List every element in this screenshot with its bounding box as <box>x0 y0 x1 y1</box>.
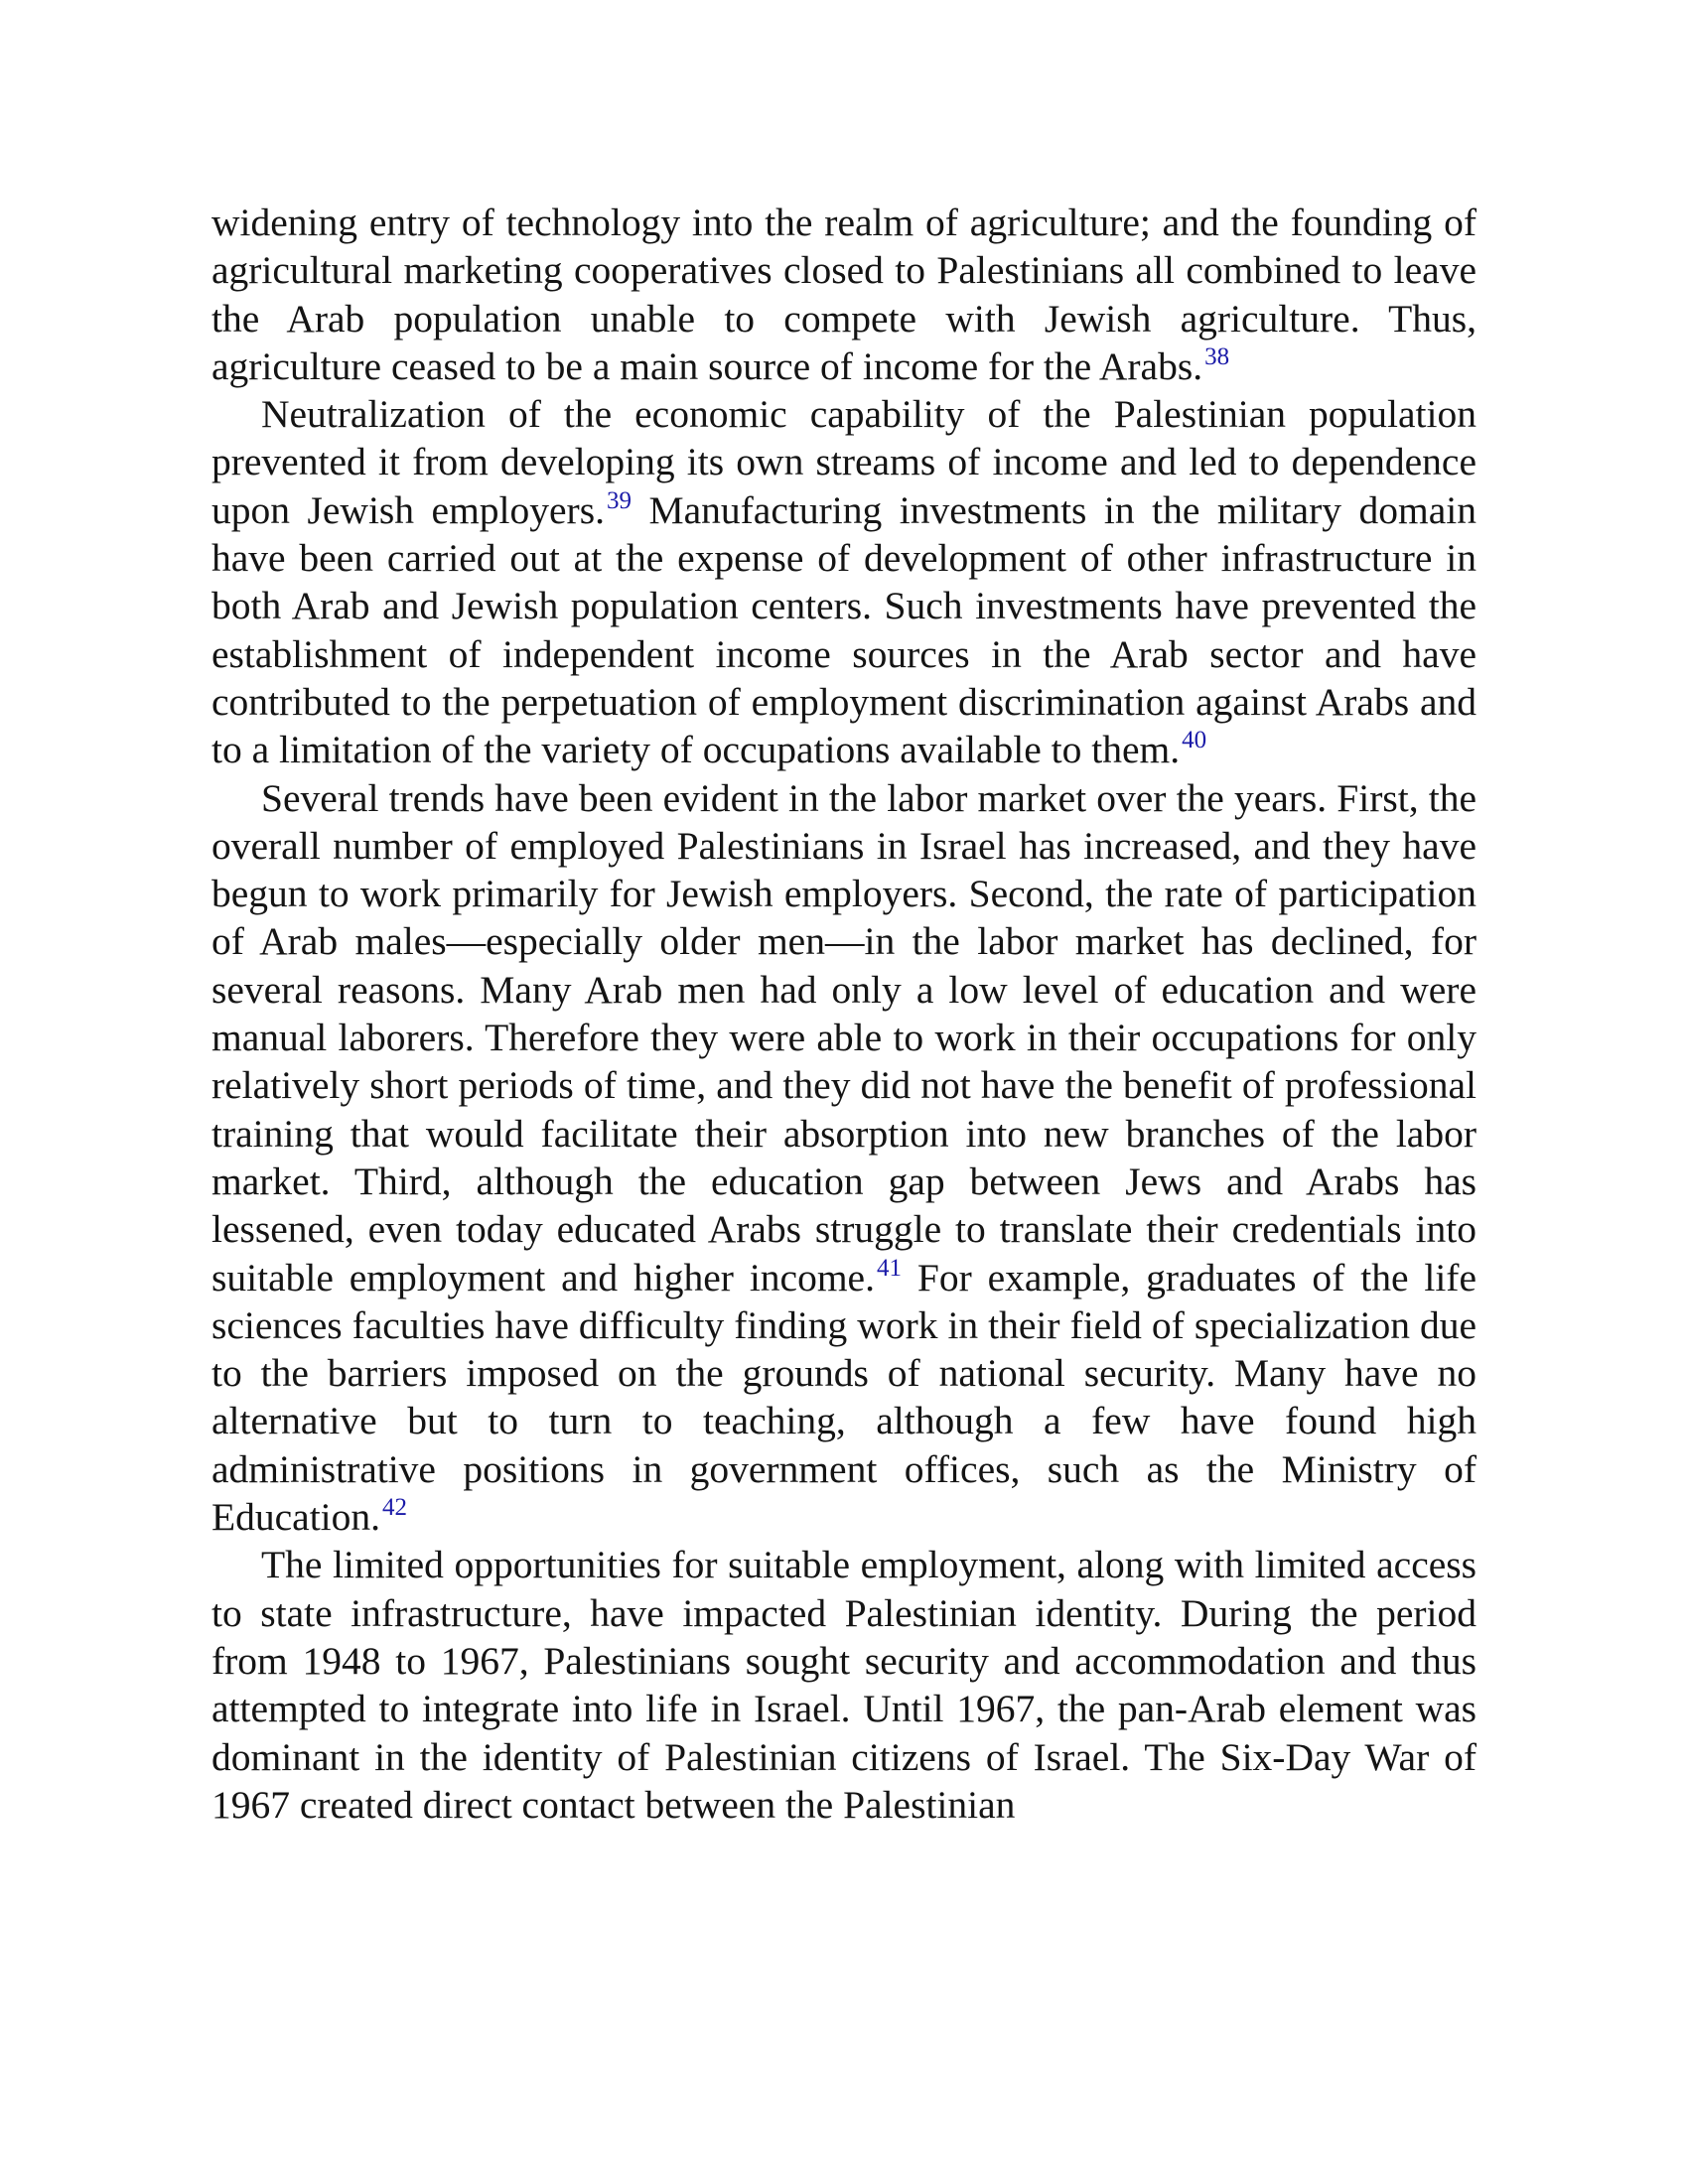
footnote-ref-41[interactable]: 41 <box>876 1254 902 1282</box>
paragraph-text: The limited opportunities for suitable employment, along with limited access to state infrastructure, have impacted Palestinian identity. During the period from 1948 to 1967, Palestinians sought security and accommodation and thus attempted to integrate into life in Israel. Until 1967, the pan-Arab element was dominant in the identity of Palestinian citizens of Israel. The Six-Day War of 1967 created direct contact between the Palestinian <box>211 1543 1477 1827</box>
footnote-ref-38[interactable]: 38 <box>1204 342 1230 370</box>
paragraph-text: Several trends have been evident in the labor market over the years. First, the overall number of employed Palestinians in Israel has increased, and they have begun to work primarily for Jewish employers. Second, the rate of participation of Arab males—especially older men—in the labor market has declined, for several reasons. Many Arab men had only a low level of education and were manual laborers. Therefore they were able to work in their occupations for only relatively short periods of time, and they did not have the benefit of professional training that would facilitate their absorption into new branches of the labor market. Third, although the education gap between Jews and Arabs has lessened, even today educated Arabs struggle to translate their credentials into suitable employment and higher income. <box>211 775 1477 1299</box>
footnote-ref-39[interactable]: 39 <box>606 486 632 514</box>
paragraph-text: Neutralization of the economic capability of the Palestinian population prevented it from developing its own streams of income and led to dependence upon Jewish employers. <box>211 392 1477 532</box>
page-body <box>211 199 1477 1829</box>
paragraph-text: For example, graduates of the life sciences faculties have difficulty finding work in their field of specialization due to the barriers imposed on the grounds of national security. Many have no alternative but to turn to teaching, although a few have found high administrative positions in government offices, such as the Ministry of Education. <box>211 1255 1477 1540</box>
footnote-ref-42[interactable]: 42 <box>382 1494 408 1522</box>
paragraph <box>211 199 1477 390</box>
paragraph-text: widening entry of technology into the realm of agriculture; and the founding of agricultural marketing cooperatives closed to Palestinians all combined to leave the Arab population unable to compete with Jewish agriculture. Thus, agriculture ceased to be a main source of income for the Arabs. <box>211 201 1477 388</box>
paragraph-text: Manufacturing investments in the military domain have been carried out at the expense of development of other infrastructure in both Arab and Jewish population centers. Such investments have prevented the establishment of independent income sources in the Arab sector and have contributed to the perpetuation of employment discrimination against Arabs and to a limitation of the variety of occupations available to them. <box>211 487 1477 772</box>
footnote-ref-40[interactable]: 40 <box>1182 727 1207 754</box>
paragraph <box>211 390 1477 773</box>
paragraph <box>211 1541 1477 1829</box>
paragraph <box>211 774 1477 1542</box>
